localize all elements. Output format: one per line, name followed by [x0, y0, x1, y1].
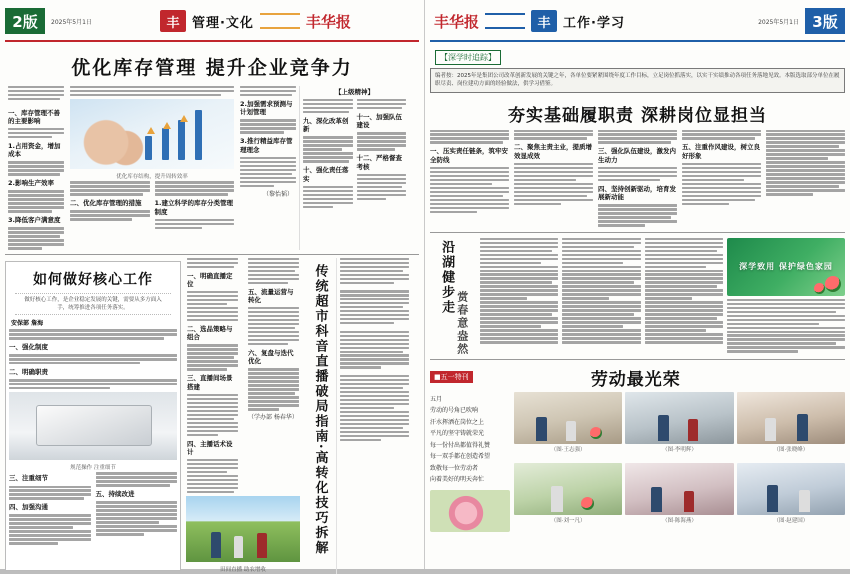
left-page-number: 2版: [5, 8, 45, 34]
poem-line-2: 劳动的号角已吹响: [430, 407, 479, 415]
lead-subhead-4: 3.降低客户满意度: [8, 216, 61, 225]
lead-col-2: [67, 86, 237, 250]
left-lead-article: [0, 86, 424, 250]
left-masthead-rule: [5, 40, 419, 42]
core-work-photo-caption: 规范操作 注重细节: [70, 465, 116, 472]
feature-vertical-headline: 沿湖健步走: [439, 239, 455, 315]
paper-logo-icon: 丰: [160, 10, 186, 32]
left-lead-headline: 优化库存管理 提升企业竞争力: [71, 57, 353, 79]
left-divider-1: [5, 254, 419, 255]
right-middle-band: [425, 238, 850, 356]
poem-line-1: 五月: [430, 395, 443, 403]
labor-content: [430, 392, 845, 532]
core-work-subhead-4: 四、加强沟通: [9, 503, 48, 512]
lead-byline: （黎怡韬）: [262, 190, 293, 198]
poem-line-7: 致敬每一位劳动者: [430, 464, 479, 472]
lead-subhead-7: 2.加强需求预测与计划管理: [240, 99, 293, 117]
right-kicker-wrap: [425, 45, 850, 65]
left-date: 2025年5月1日: [51, 18, 92, 26]
right-paper-logo-icon: 丰: [531, 10, 557, 32]
livestream-subhead-4: 四、主播话术设计: [187, 439, 233, 457]
right-subhead-4: 四、坚持创新驱动，培育发展新动能: [598, 184, 676, 202]
core-work-subhead-3: 三、注重细节: [9, 474, 48, 483]
core-work-byline: 安保部 詹海: [11, 320, 44, 328]
right-subhead-2: 二、聚焦主责主业，提质增效显成效: [514, 143, 592, 160]
livestream-subhead-5: 五、流量运营与转化: [248, 287, 294, 304]
lead-subhead-6: 1.建立科学的库存分类管理制度: [154, 199, 233, 216]
lead-subhead-3: 2.影响生产效率: [8, 179, 54, 188]
right-page: [425, 0, 850, 569]
left-lower-section: [0, 258, 424, 574]
core-work-deck: 做好核心工作，是企业稳定发展的关键，需要从多方面入手，统筹推进各项任务落实。: [15, 293, 171, 316]
livestream-article-columns: [184, 258, 302, 574]
right-lead-body: [425, 130, 850, 227]
right-page-number: 3版: [805, 8, 845, 34]
masthead-divider: [260, 13, 300, 29]
labor-day-special: [425, 363, 850, 532]
left-masthead: [5, 4, 419, 38]
labor-photo-cell-1: [514, 392, 622, 461]
core-work-subhead-1: 一、强化制度: [9, 343, 48, 352]
rail-subhead-2: 十、强化责任落实: [303, 166, 349, 183]
labor-caption-3: （图·张晓峰）: [773, 446, 809, 453]
livestream-photo: [186, 496, 300, 562]
labor-photo-cell-3: [737, 392, 845, 461]
core-work-subhead-2: 二、明确职责: [9, 368, 48, 377]
right-masthead: [430, 4, 845, 38]
labor-caption-1: （图·王志强）: [550, 446, 586, 453]
livestream-byline: （学办部 杨春华）: [248, 414, 298, 422]
core-work-article: [5, 261, 181, 572]
right-section-title: 工作·学习: [563, 15, 625, 31]
livestream-subhead-1: 一、明确直播定位: [187, 271, 233, 289]
livestream-subhead-2: 二、选品策略与组合: [187, 324, 233, 342]
right-paper-name: 丰华报: [434, 12, 480, 31]
lead-right-rail: [299, 86, 409, 250]
poem-line-4: 平凡的坚守铸就荣光: [430, 430, 485, 438]
rail-subhead-4: 十二、严格督查考核: [356, 154, 402, 171]
core-work-photo: [9, 392, 177, 460]
livestream-photo-caption: 田间直播 助农增收: [220, 567, 266, 574]
lead-subhead-5: 二、优化库存管理的措施: [70, 199, 142, 208]
eco-banner-title: 深学致用 保护绿色家园: [739, 262, 833, 272]
editor-note: 编者按：2025年是集团公司改革创新发展的关键之年，各单位要紧紧围绕年度工作目标，立足岗位抓落实，以实干实绩推动各项任务落地见效。本版选取部分单位在履职尽责、岗位建功方面的经验做法，供学习借鉴。: [430, 68, 845, 93]
poem-line-5: 每一份付出都值得礼赞: [430, 441, 491, 449]
right-masthead-divider: [485, 13, 525, 29]
labor-caption-5: （图·陈海燕）: [662, 518, 697, 525]
labor-photo-grid: [514, 392, 845, 532]
livestream-vertical-headline: 传统超市科音直播破局指南·高转化技巧拆解: [312, 263, 328, 556]
feature-vertical-headline-wrap: [430, 238, 476, 356]
right-band-rail: [727, 238, 845, 356]
labor-poem: [430, 392, 510, 532]
left-far-right-column: [336, 258, 412, 574]
poem-line-6: 每一双手都在创造希望: [430, 453, 491, 461]
labor-photo-cell-2: [625, 392, 733, 461]
right-divider-1: [430, 232, 845, 233]
left-paper-name: 丰华报: [305, 12, 351, 31]
labor-photo-cell-6: [737, 463, 845, 532]
lead-photo-caption: 优化库存结构，提升周转效率: [116, 174, 188, 181]
labor-caption-4: （图·刘一凡）: [550, 518, 586, 525]
right-divider-2: [430, 359, 845, 360]
labor-caption-2: （图·李明辉）: [662, 446, 697, 453]
rail-title: 【上级精神】: [335, 88, 374, 96]
right-masthead-rule: [430, 40, 845, 42]
labor-photo-cell-4: [514, 463, 622, 532]
labor-headline: 劳动最光荣: [590, 369, 681, 390]
right-subhead-3: 三、强化队伍建设，激发内生动力: [598, 147, 676, 164]
rail-subhead-3: 十一、加强队伍建设: [356, 112, 402, 130]
feature-vertical-sub: 赏春意盎然: [455, 290, 469, 356]
lead-col-1: [5, 86, 67, 250]
labor-kicker: ■五一特刊: [430, 371, 473, 383]
left-section-title: 管理·文化: [191, 15, 254, 31]
labor-caption-6: （图·赵建国）: [773, 518, 809, 525]
right-subhead-1: 一、压实责任链条，筑牢安全防线: [430, 147, 508, 164]
livestream-subhead-6: 六、复盘与迭代优化: [248, 348, 294, 366]
livestream-vertical-headline-wrap: [302, 258, 336, 574]
right-lead-headline: 夯实基础履职责 深耕岗位显担当: [508, 105, 767, 126]
eco-banner: [727, 238, 845, 296]
poem-line-8: 向着美好的明天奔忙: [430, 476, 485, 484]
right-subhead-5: 五、注重作风建设，树立良好形象: [682, 143, 760, 160]
poem-line-3: 汗水挥洒在岗位之上: [430, 418, 485, 426]
labor-photo-cell-5: [625, 463, 733, 532]
livestream-subhead-3: 三、直播间场景搭建: [187, 374, 233, 391]
right-date: 2025年5月1日: [758, 18, 799, 26]
core-work-subhead-5: 五、持续改进: [95, 490, 135, 499]
lead-subhead-2: 1.占用资金，增加成本: [8, 141, 61, 159]
rail-subhead-1: 九、深化改革创新: [303, 116, 349, 134]
lead-subhead-8: 3.推行精益库存管理理念: [240, 137, 293, 154]
right-kicker: 【深学时追踪】: [435, 50, 501, 65]
flower-photo: [430, 490, 510, 532]
lead-col-3: [237, 86, 299, 250]
lead-photo: [70, 99, 234, 169]
core-work-headline: 如何做好核心工作: [33, 271, 153, 288]
lead-subhead-1: 一、库存管理不善的主要影响: [8, 108, 60, 125]
